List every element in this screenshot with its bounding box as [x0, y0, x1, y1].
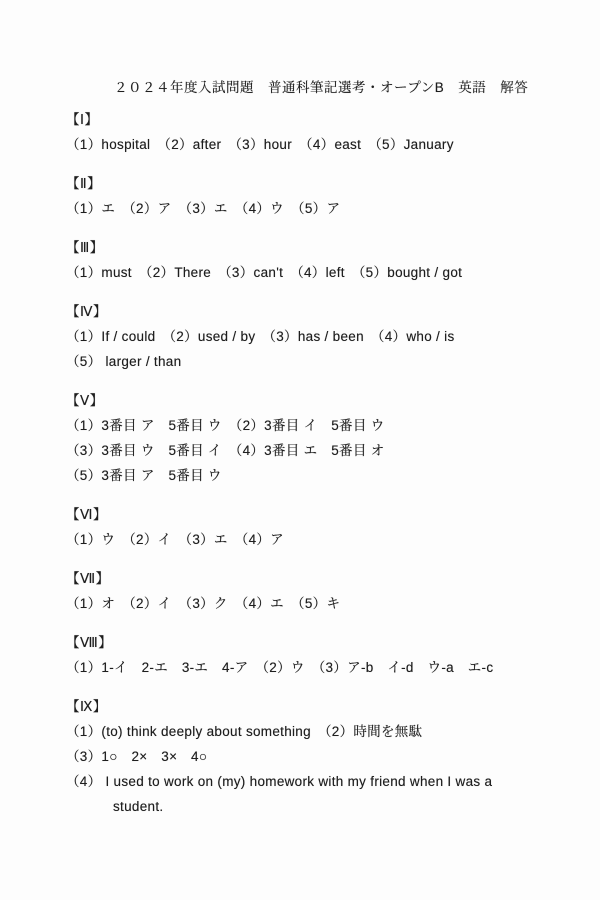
answer-line: （1）1-イ 2-エ 3-エ 4-ア （2）ウ （3）ア-b イ-d ウ-a エ-c: [66, 660, 494, 675]
section-heading: 【Ⅸ】: [66, 699, 107, 714]
section-heading: 【Ⅴ】: [66, 393, 104, 408]
section-IV: [66, 299, 560, 374]
answer-line: （1）エ （2）ア （3）エ （4）ウ （5）ア: [66, 201, 341, 216]
answer-line: （1）(to) think deeply about something （2）時間を無駄: [66, 724, 423, 739]
section-heading: 【Ⅵ】: [66, 507, 107, 522]
answer-line: （5）3番目 ア 5番目 ウ: [66, 468, 222, 483]
answer-line: （1）オ （2）イ （3）ク （4）エ （5）キ: [66, 596, 341, 611]
section-heading: 【Ⅲ】: [66, 240, 104, 255]
section-heading: 【Ⅶ】: [66, 571, 110, 586]
answer-line: （1）If / could （2）used / by （3）has / been （4）who / is: [66, 329, 455, 344]
section-V: [66, 388, 560, 488]
page-title: ２０２４年度入試問題 普通科筆記選考・オープンB 英語 解答: [114, 80, 529, 95]
answer-line: student.: [113, 799, 164, 814]
section-heading: 【Ⅳ】: [66, 304, 107, 319]
section-VIII: [66, 630, 560, 680]
answer-line: （3）3番目 ウ 5番目 イ （4）3番目 エ 5番目 オ: [66, 443, 385, 458]
section-heading: 【Ⅱ】: [66, 176, 102, 191]
answer-line: （5） larger / than: [66, 354, 182, 369]
section-III: [66, 235, 560, 285]
section-IX: [66, 694, 560, 819]
answer-line: （1）must （2）There （3）can't （4）left （5）bought / got: [66, 265, 463, 280]
section-heading: 【Ⅰ】: [66, 112, 99, 127]
answer-sections: [66, 107, 560, 819]
answer-line: （1）ウ （2）イ （3）エ （4）ア: [66, 532, 284, 547]
answer-line: （1）hospital （2）after （3）hour （4）east （5）January: [66, 137, 454, 152]
answer-line: （4） I used to work on (my) homework with my friend when I was a: [66, 774, 493, 789]
answer-line: （1）3番目 ア 5番目 ウ （2）3番目 イ 5番目 ウ: [66, 418, 385, 433]
section-VII: [66, 566, 560, 616]
section-II: [66, 171, 560, 221]
section-heading: 【Ⅷ】: [66, 635, 113, 650]
section-I: [66, 107, 560, 157]
answer-line: （3）1○ 2× 3× 4○: [66, 749, 208, 764]
section-VI: [66, 502, 560, 552]
